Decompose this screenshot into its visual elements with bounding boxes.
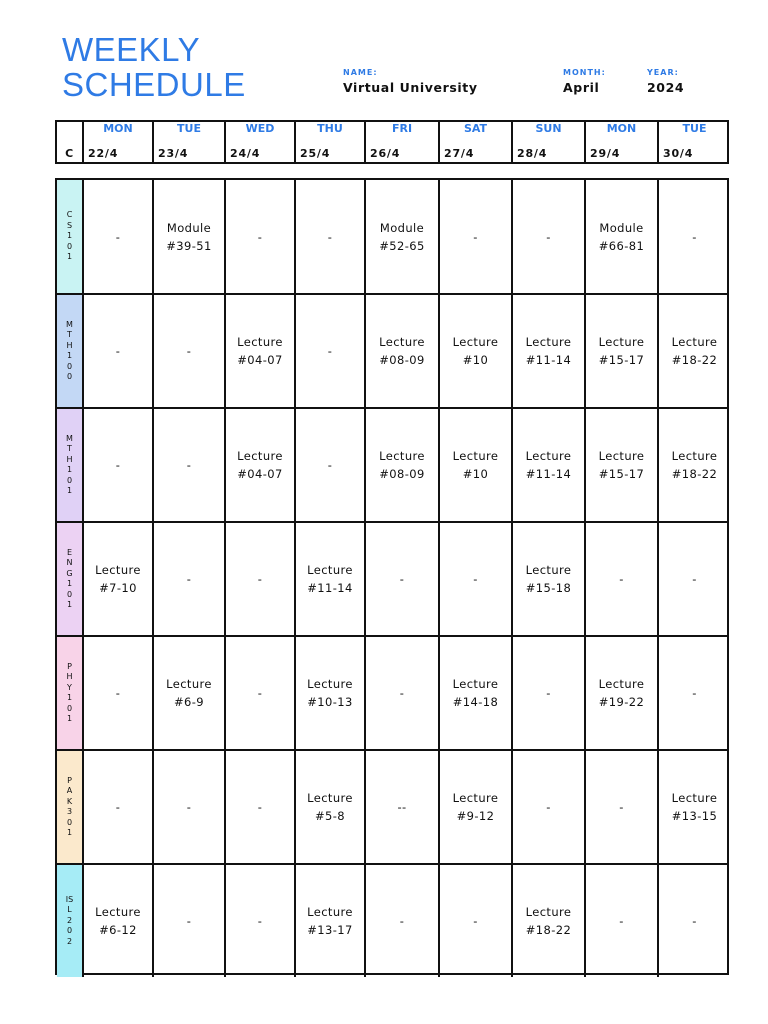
month-value: April xyxy=(563,80,600,95)
date-label: 24/4 xyxy=(230,147,261,160)
subject-code: ISL202 xyxy=(57,865,82,977)
header-day-column xyxy=(294,122,364,162)
schedule-cell: - xyxy=(82,637,152,749)
date-label: 26/4 xyxy=(370,147,401,160)
schedule-cell: - xyxy=(224,865,294,977)
schedule-cell: Lecture #13-15 xyxy=(657,751,730,863)
schedule-row xyxy=(57,407,727,521)
header-day-column xyxy=(511,122,584,162)
schedule-cell: - xyxy=(224,637,294,749)
schedule-cell: - xyxy=(438,865,511,977)
header-day-column xyxy=(438,122,511,162)
schedule-cell: Lecture #15-18 xyxy=(511,523,584,635)
schedule-cell: Lecture #9-12 xyxy=(438,751,511,863)
schedule-cell: Lecture #04-07 xyxy=(224,409,294,521)
day-label: THU xyxy=(317,122,343,135)
schedule-cell: Lecture #08-09 xyxy=(364,295,438,407)
subject-code: MTH101 xyxy=(57,409,82,521)
schedule-cell: - xyxy=(294,295,364,407)
schedule-cell: Lecture #04-07 xyxy=(224,295,294,407)
header-day-column xyxy=(224,122,294,162)
schedule-cell: Module #39-51 xyxy=(152,180,224,293)
day-label: SUN xyxy=(535,122,562,135)
schedule-cell: - xyxy=(657,523,730,635)
title-line-2: SCHEDULE xyxy=(62,66,246,103)
schedule-cell: Module #66-81 xyxy=(584,180,657,293)
year-field xyxy=(647,67,684,97)
title-line-1: WEEKLY xyxy=(62,31,201,68)
schedule-cell: - xyxy=(152,523,224,635)
date-label: 30/4 xyxy=(663,147,694,160)
date-label: 22/4 xyxy=(88,147,119,160)
schedule-cell: - xyxy=(438,523,511,635)
schedule-cell: Lecture #5-8 xyxy=(294,751,364,863)
schedule-cell: - xyxy=(152,865,224,977)
page-title xyxy=(62,32,262,102)
schedule-cell: Lecture #10 xyxy=(438,295,511,407)
month-field xyxy=(563,67,606,97)
schedule-cell: Lecture #11-14 xyxy=(511,409,584,521)
schedule-cell: - xyxy=(511,637,584,749)
subject-code: CS101 xyxy=(57,180,82,293)
schedule-cell: Lecture #08-09 xyxy=(364,409,438,521)
schedule-cell: - xyxy=(584,751,657,863)
schedule-cell: - xyxy=(82,409,152,521)
schedule-cell: - xyxy=(364,865,438,977)
day-label: TUE xyxy=(682,122,707,135)
schedule-cell: - xyxy=(294,180,364,293)
subject-code: PAK301 xyxy=(57,751,82,863)
subject-code: PHY101 xyxy=(57,637,82,749)
schedule-cell: Lecture #15-17 xyxy=(584,295,657,407)
schedule-cell: - xyxy=(364,637,438,749)
date-label: 25/4 xyxy=(300,147,331,160)
schedule-cell: - xyxy=(657,180,730,293)
schedule-cell: Lecture #6-12 xyxy=(82,865,152,977)
date-label: 27/4 xyxy=(444,147,475,160)
header-day-column xyxy=(82,122,152,162)
month-label: MONTH: xyxy=(563,68,606,77)
schedule-grid xyxy=(55,178,729,975)
header-corner-label: C xyxy=(65,147,74,160)
day-label: TUE xyxy=(177,122,201,135)
day-label: MON xyxy=(103,122,133,135)
schedule-cell: - xyxy=(224,751,294,863)
schedule-cell: Lecture #15-17 xyxy=(584,409,657,521)
day-label: WED xyxy=(245,122,275,135)
schedule-cell: - xyxy=(584,865,657,977)
schedule-cell: - xyxy=(294,409,364,521)
subject-code: ENG101 xyxy=(57,523,82,635)
name-label: NAME: xyxy=(343,68,378,77)
date-label: 23/4 xyxy=(158,147,189,160)
schedule-cell: - xyxy=(224,180,294,293)
schedule-row xyxy=(57,635,727,749)
name-value: Virtual University xyxy=(343,80,478,95)
schedule-cell: - xyxy=(152,295,224,407)
schedule-row xyxy=(57,863,727,977)
schedule-header xyxy=(55,120,729,164)
header-day-column xyxy=(657,122,730,162)
schedule-cell: Lecture #19-22 xyxy=(584,637,657,749)
header-day-column xyxy=(152,122,224,162)
schedule-cell: - xyxy=(82,751,152,863)
schedule-cell: - xyxy=(511,751,584,863)
schedule-cell: - xyxy=(82,180,152,293)
schedule-cell: Lecture #11-14 xyxy=(511,295,584,407)
schedule-cell: Lecture #6-9 xyxy=(152,637,224,749)
header-day-column xyxy=(584,122,657,162)
schedule-cell: Lecture #11-14 xyxy=(294,523,364,635)
schedule-row xyxy=(57,180,727,293)
schedule-cell: Lecture #14-18 xyxy=(438,637,511,749)
date-label: 29/4 xyxy=(590,147,621,160)
schedule-cell: Module #52-65 xyxy=(364,180,438,293)
schedule-cell: - xyxy=(584,523,657,635)
schedule-cell: - xyxy=(657,865,730,977)
schedule-cell: Lecture #18-22 xyxy=(657,295,730,407)
day-label: MON xyxy=(606,122,637,135)
day-label: SAT xyxy=(463,122,488,135)
year-label: YEAR: xyxy=(647,68,679,77)
schedule-cell: Lecture #18-22 xyxy=(657,409,730,521)
schedule-row xyxy=(57,293,727,407)
day-label: FRI xyxy=(391,122,413,135)
date-label: 28/4 xyxy=(517,147,548,160)
schedule-cell: - xyxy=(82,295,152,407)
schedule-cell: - xyxy=(511,180,584,293)
schedule-cell: Lecture #18-22 xyxy=(511,865,584,977)
header-day-column xyxy=(364,122,438,162)
header-corner xyxy=(57,122,82,162)
schedule-row xyxy=(57,749,727,863)
year-value: 2024 xyxy=(647,80,685,95)
schedule-cell: - xyxy=(438,180,511,293)
name-field xyxy=(343,67,478,97)
schedule-cell: - xyxy=(657,637,730,749)
schedule-cell: - xyxy=(152,751,224,863)
schedule-row xyxy=(57,521,727,635)
schedule-cell: - xyxy=(364,523,438,635)
schedule-cell: Lecture #13-17 xyxy=(294,865,364,977)
subject-code: MTH100 xyxy=(57,295,82,407)
schedule-cell: Lecture #10-13 xyxy=(294,637,364,749)
schedule-cell: - xyxy=(224,523,294,635)
schedule-cell: Lecture #10 xyxy=(438,409,511,521)
schedule-cell: - xyxy=(152,409,224,521)
schedule-cell: Lecture #7-10 xyxy=(82,523,152,635)
schedule-cell: -- xyxy=(364,751,438,863)
